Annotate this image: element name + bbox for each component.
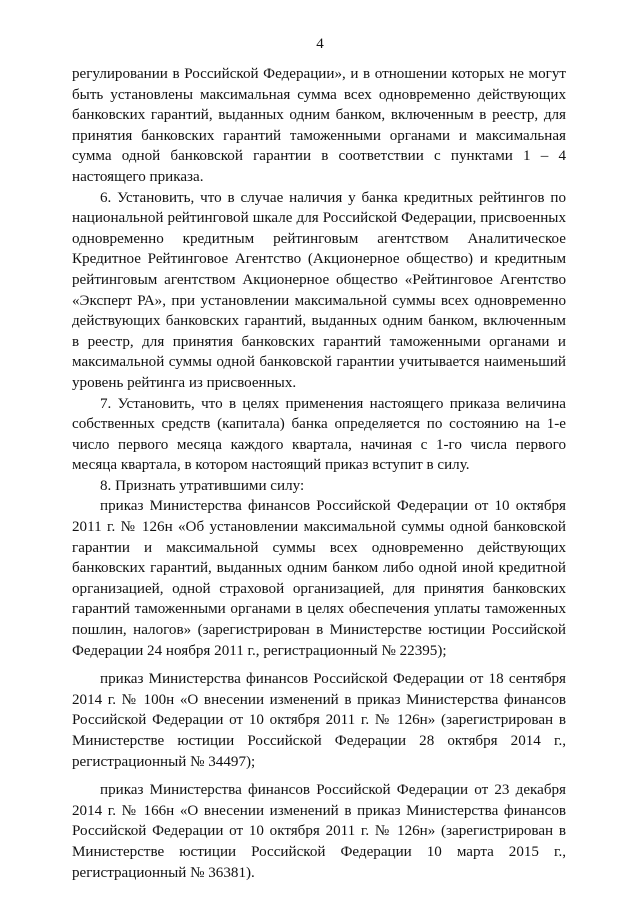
repealed-order-100n: приказ Министерства финансов Российской Федерации от 18 сентября 2014 г. № 100н «О внесении изменений в приказ Министерства финансов Российской Федерации от 10 октября 2011 г. № 126н» (зарегистрирован в Министерстве юстиции Российской Федерации 28 октября 2014 г., регистрационный № 34497);: [72, 671, 566, 770]
paragraph-item-6: 6. Установить, что в случае наличия у банка кредитных рейтингов по национальной рейтинговой шкале для Российской Федерации, присвоенных одновременно кредитным рейтинговым агентством Аналитическое Кредитное Рейтинговое Агентство (Акционерное общество) и кредитным рейтинговым агентством Акционерное общество «Рейтинговое Агентство «Эксперт РА», при установлении максимальной суммы всех одновременно действующих банковских гарантий, выданных одним банком, включенным в реестр, для принятия банковских гарантий таможенными органами и максимальной суммы одной банковской гарантии учитывается наименьший уровень рейтинга из присвоенных.: [72, 189, 566, 391]
repealed-order-166n: приказ Министерства финансов Российской Федерации от 23 декабря 2014 г. № 166н «О внесении изменений в приказ Министерства финансов Российской Федерации от 10 октября 2011 г. № 126н» (зарегистрирован в Министерстве юстиции Российской Федерации 10 марта 2015 г., регистрационный № 36381).: [72, 782, 566, 881]
page-number: 4: [316, 36, 324, 52]
repealed-order-126n: приказ Министерства финансов Российской Федерации от 10 октября 2011 г. № 126н «Об установлении максимальной суммы одной банковской гарантии и максимальной суммы всех одновременно действующих банковских гарантий, выданных одним банком либо одной иной кредитной организацией, одной страховой организацией, для принятия банковских гарантий таможенными органами в целях обеспечения уплаты таможенных пошлин, налогов» (зарегистрирован в Министерстве юстиции Российской Федерации 24 ноября 2011 г., регистрационный № 22395);: [72, 498, 566, 659]
paragraph-continuation: регулировании в Российской Федерации», и в отношении которых не могут быть установлены максимальная сумма всех одновременно действующих банковских гарантий, выданных одним банком, включенным в реестр, для принятия банковских гарантий таможенными органами и максимальная сумма одной банковской гарантии в соответствии с пунктами 1 – 4 настоящего приказа.: [72, 66, 566, 185]
paragraph-item-7: 7. Установить, что в целях применения настоящего приказа величина собственных средств (капитала) банка определяется по состоянию на 1-е число первого месяца каждого квартала, начиная с 1-го числа первого месяца квартала, в котором настоящий приказ вступит в силу.: [72, 395, 566, 474]
document-body: [72, 64, 566, 883]
paragraph-item-8: 8. Признать утратившими силу:: [100, 477, 305, 494]
